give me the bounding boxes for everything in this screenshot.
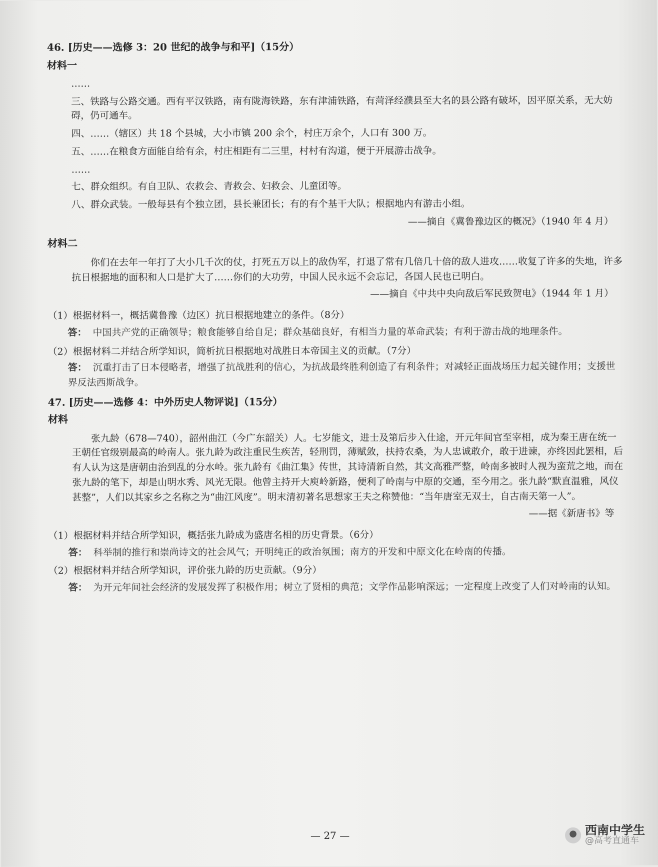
watermark-main: 西南中学生 <box>585 823 646 838</box>
q46-material1-line: 七、群众组织。有自卫队、农救会、青救会、妇救会、儿童团等。 <box>71 181 347 193</box>
q47-sub1-answer <box>68 545 624 561</box>
q46-material1-line: 八、群众武装。一般每县有个独立团，县长兼团长；有的有个基干大队；根据地内有游击小组。 <box>71 198 471 211</box>
q46-material1-body <box>71 76 623 213</box>
q46-material1-line: …… <box>71 78 91 90</box>
answer-text: 科举制的推行和崇尚诗文的社会风气；开明纯正的政治氛围；南方的开发和中原文化在岭南的传播。 <box>93 546 512 559</box>
q47-header: 47. [历史——选修 4：中外历史人物评说]（15分） <box>47 396 283 409</box>
answer-text: 为开元年间社会经济的发展发挥了积极作用；树立了贤相的典范；文学作品影响深远；一定程度上改变了人们对岭南的认知。 <box>93 581 616 594</box>
q46-material1-title: 材料一 <box>47 60 78 72</box>
answer-label: 答： <box>67 362 87 374</box>
q46-material2-text: 你们在去年一年打了大小几千次的仗，打死五万以上的敌伪军，打退了常有几倍几十倍的敌人进攻……收复了许多的失地，许多抗日根据地的面积和人口是扩大了……你们的大功劳，中国人民永远不会忘记，各国人民也已明白。 <box>71 256 623 284</box>
q47-sub2-answer <box>68 580 624 596</box>
answer-text: 中国共产党的正确领导；粮食能够自给自足；群众基础良好，有相当力量的革命武装；有利于游击战的地理条件。 <box>92 326 568 339</box>
page-number: — 27 — <box>310 830 350 842</box>
answer-text: 沉重打击了日本侵略者，增强了抗战胜利的信心，为抗战最终胜利创造了有利条件；对减轻正面战场压力起关键作用；支援世界反法西斯战争。 <box>67 361 616 389</box>
q46-sub2-question: （2）根据材料二并结合所学知识，简析抗日根据地对战胜日本帝国主义的贡献。（7分） <box>47 345 417 358</box>
q46-material1-line: …… <box>71 164 91 176</box>
q47-material-title: 材料 <box>47 414 68 426</box>
q46-material1-line: 四、……（辖区）共 18 个县城，大小市镇 200 余个，村庄万余个，人口有 300 万。 <box>71 127 433 140</box>
q47-sub2-question: （2）根据材料并结合所学知识，评价张九龄的历史贡献。（9分） <box>48 565 322 578</box>
q47-material-text: 张九龄（678—740），韶州曲江（今广东韶关）人。七岁能文，进士及第后步入仕途，开元年间官至宰相，成为秦王唐在统一王朝任官级别最高的岭南人。张九龄为政注重民生疾苦，轻刑罚，薄赋敛，扶持农桑，为人忠诚敢介，敢于进谏，亦终因此罢相，后有人认为这是唐朝由治到乱的分水岭。张九龄有《曲江集》传世，其诗清新自然，其文高雅严整，岭南多被时人视为蛮荒之地，而在张九龄的笔下，却是山明水秀、风光无限。他曾主持开大庾岭新路，便利了岭南与中原的交通，至今用之。张九龄“默直温雅，风仪甚整”，人们以其家乡之名称之为“曲江风度”。明末清初著名思想家王夫之称赞他：“当年唐室无双士，自古南天第一人”。 <box>72 431 624 504</box>
q46-material1-source: ——摘自《冀鲁豫边区的概况》（1940 年 4 月） <box>407 216 614 228</box>
watermark-sub: @高考直通车 <box>585 836 640 847</box>
answer-label: 答： <box>68 547 88 559</box>
watermark-text <box>585 824 645 847</box>
q46-header: 46. [历史——选修 3：20 世纪的战争与和平]（15分） <box>46 42 300 54</box>
answer-label: 答： <box>68 582 88 594</box>
watermark <box>565 824 645 847</box>
wechat-icon: ● <box>565 828 581 844</box>
q46-sub2-answer <box>68 361 624 392</box>
q46-material1-line: 三、铁路与公路交通。西有平汉铁路，南有陇海铁路，东有津浦铁路，有菏泽经濮县至大名的县公路有破坏，因平原关系，无大妨碍，仍可通车。 <box>71 94 613 123</box>
q46-sub1-question: （1）根据材料一，概括冀鲁豫（边区）抗日根据地建立的条件。（8分） <box>47 310 350 322</box>
q46-material2-title: 材料二 <box>47 239 78 251</box>
q46-sub1-answer <box>68 325 624 341</box>
answer-label: 答： <box>67 327 87 339</box>
q46-material2-source: ——摘自《中共中央向敌后军民致贺电》（1944 年 1 月） <box>370 288 614 301</box>
q47-material-source: ——据《新唐书》等 <box>528 508 615 520</box>
q46-material1-line: 五、……在粮食方面能自给有余，村庄相距有二三里，村村有沟道，便于开展游击战争。 <box>71 145 442 158</box>
q47-sub1-question: （1）根据材料并结合所学知识，概括张九龄成为盛唐名相的历史背景。（6分） <box>48 529 379 542</box>
